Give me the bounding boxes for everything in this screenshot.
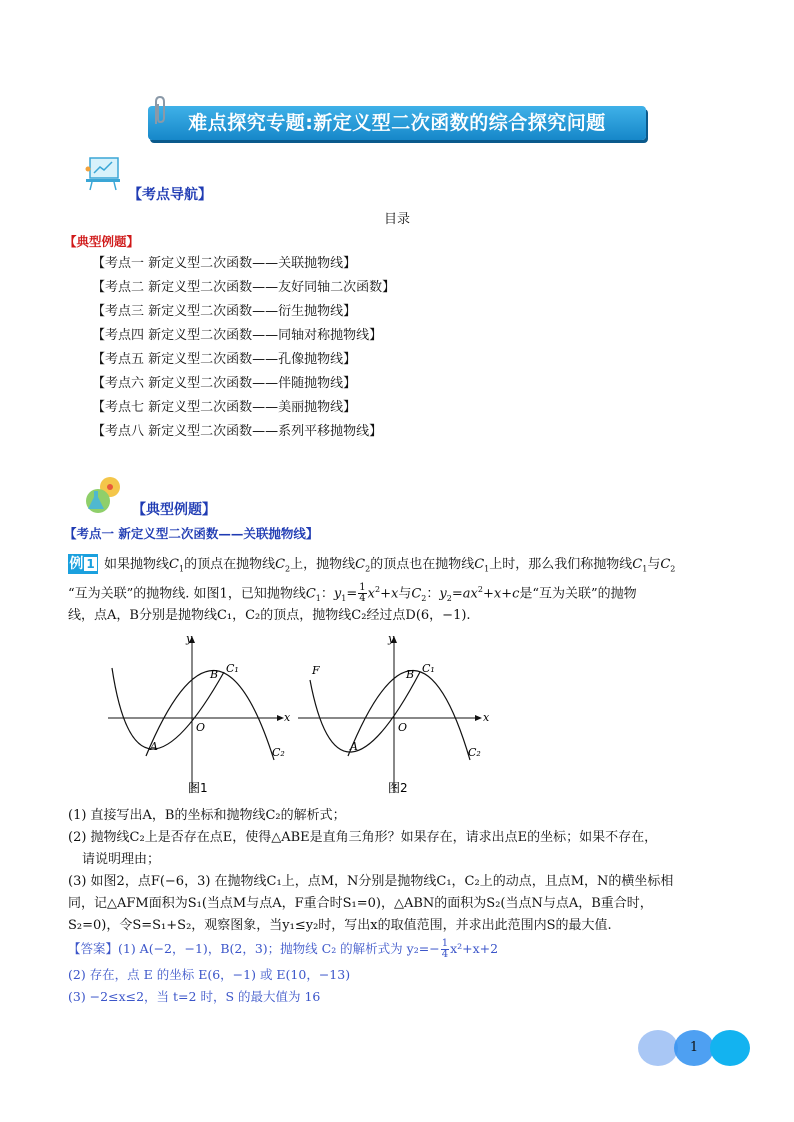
figure-1 bbox=[108, 632, 291, 795]
fig1-B-label: B bbox=[210, 668, 219, 681]
fig2-y-label: y bbox=[388, 632, 395, 645]
fig2-x-label: x bbox=[483, 711, 490, 724]
fig2-C2-label: C₂ bbox=[468, 746, 481, 759]
page-decor-circle-2 bbox=[710, 1030, 750, 1066]
toc-item-2[interactable]: 【考点二 新定义型二次函数——友好同轴二次函数】 bbox=[92, 280, 396, 295]
fig2-B-label: B bbox=[406, 668, 415, 681]
fig1-origin-label: O bbox=[196, 721, 206, 734]
page-title: 难点探究专题:新定义型二次函数的综合探究问题 bbox=[148, 106, 646, 140]
toc-item-6[interactable]: 【考点六 新定义型二次函数——伴随抛物线】 bbox=[92, 376, 357, 391]
problem-line-3: 线，点A，B分别是抛物线C₁，C₂的顶点，抛物线C₂经过点D(6，−1). bbox=[68, 608, 471, 623]
question-3-line-2: 同，记△AFM面积为S₁(当点M与点A，F重合时S₁=0)，△ABN的面积为S₂(当点N与点A，B重合时， bbox=[68, 896, 653, 911]
toc-item-8[interactable]: 【考点八 新定义型二次函数——系列平移抛物线】 bbox=[92, 424, 383, 439]
page-number: 1 bbox=[689, 1040, 699, 1055]
figure-2 bbox=[298, 632, 490, 795]
fig1-x-label: x bbox=[284, 711, 291, 724]
toc-section-header: 【典型例题】 bbox=[64, 234, 140, 249]
question-3-line-1: (3) 如图2，点F(−6，3) 在抛物线C₁上，点M，N分别是抛物线C₁，C₂上的动点，且点M，N的横坐标相 bbox=[68, 874, 674, 889]
fig2-caption: 图2 bbox=[388, 781, 408, 795]
answer-line-3: (3) −2≤x≤2，当 t=2 时，S 的最大值为 16 bbox=[68, 989, 321, 1004]
toc-item-7[interactable]: 【考点七 新定义型二次函数——美丽抛物线】 bbox=[92, 400, 357, 415]
fig2-origin-label: O bbox=[398, 721, 408, 734]
question-2-line-1: (2) 抛物线C₂上是否存在点E，使得△ABE是直角三角形？如果存在，请求出点E的坐标；如果不存在， bbox=[68, 830, 658, 845]
question-2-line-2: 请说明理由； bbox=[82, 852, 161, 867]
fig1-C1-label: C₁ bbox=[226, 662, 239, 675]
examples-header: 【典型例题】 bbox=[132, 502, 216, 518]
toc-item-3[interactable]: 【考点三 新定义型二次函数——衍生抛物线】 bbox=[92, 304, 357, 319]
fig2-C1-label: C₁ bbox=[422, 662, 435, 675]
answer-line-1: 【答案】(1) A(−2，−1)，B(2，3)；抛物线 C₂ 的解析式为 y₂=− $\frac{1}{4}$ x²+x+2 bbox=[68, 938, 499, 960]
chemistry-flask-icon bbox=[82, 475, 126, 515]
teaching-board-icon bbox=[84, 155, 122, 191]
toc-item-4[interactable]: 【考点四 新定义型二次函数——同轴对称抛物线】 bbox=[92, 328, 383, 343]
toc-title: 目录 bbox=[384, 212, 411, 227]
question-1: (1) 直接写出A，B的坐标和抛物线C₂的解析式； bbox=[68, 808, 346, 823]
fig2-A-label: A bbox=[350, 740, 358, 753]
fig1-y-label: y bbox=[186, 632, 193, 645]
page-decor-circle bbox=[638, 1030, 678, 1066]
problem-line-1: 如果抛物线$C_1$的顶点在抛物线$C_2$上，抛物线$C_2$的顶点也在抛物线$C_1$上时，那么我们称抛物线$C_1$与$C_2$ bbox=[104, 557, 676, 574]
figures bbox=[108, 628, 498, 800]
kp1-header: 【考点一 新定义型二次函数——关联抛物线】 bbox=[64, 526, 319, 541]
answer-line-2: (2) 存在，点 E 的坐标 E(6，−1) 或 E(10，−13) bbox=[68, 967, 351, 982]
problem-line-2: “互为关联”的抛物线. 如图1，已知抛物线$C_1$：$y_1=$ $\frac{1}{4}$ $x^2+x$与$C_2$：$y_2=ax^2+x+c$是“互为关联”的抛物 bbox=[68, 582, 637, 605]
fig2-F-label: F bbox=[312, 664, 320, 677]
question-3-line-3: S₂=0)，令S=S₁+S₂，观察图象，当y₁≤y₂时，写出x的取值范围，并求出此范围内S的最大值. bbox=[68, 918, 612, 933]
paperclip-icon bbox=[148, 94, 170, 128]
fig1-caption: 图1 bbox=[188, 781, 208, 795]
toc-item-1[interactable]: 【考点一 新定义型二次函数——关联抛物线】 bbox=[92, 256, 357, 271]
fig1-A-label: A bbox=[150, 740, 158, 753]
example-badge: 例 1 bbox=[68, 554, 98, 574]
toc-item-5[interactable]: 【考点五 新定义型二次函数——孔像抛物线】 bbox=[92, 352, 357, 367]
fig1-C2-label: C₂ bbox=[272, 746, 285, 759]
nav-header: 【考点导航】 bbox=[128, 187, 212, 203]
